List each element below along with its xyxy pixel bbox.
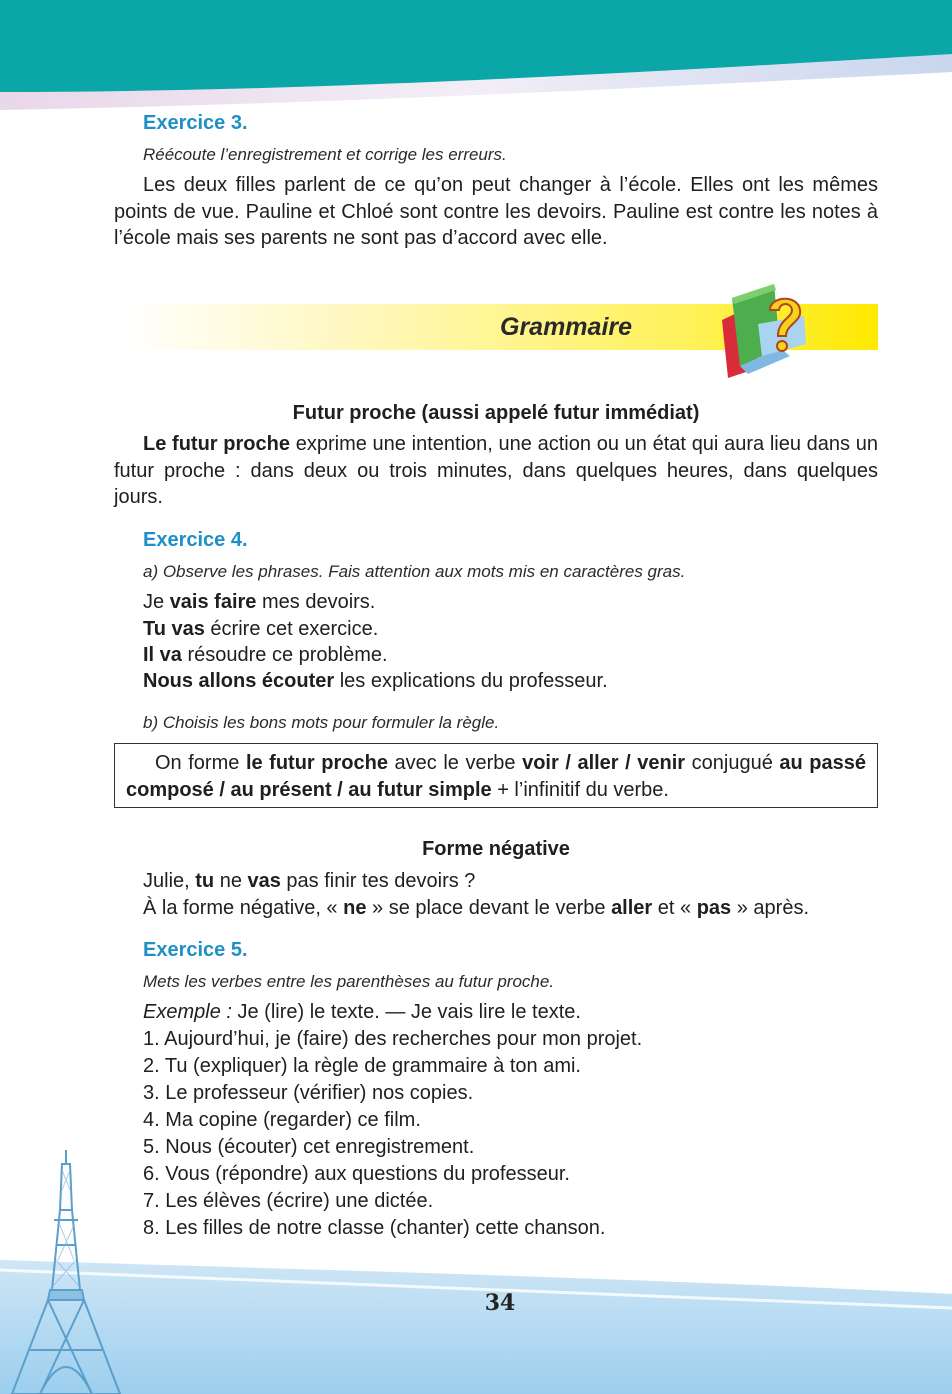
exercise-item: 1. Aujourd’hui, je (faire) des recherches pour mon projet. — [143, 1028, 643, 1050]
exercise-3-paragraph: Les deux filles parlent de ce qu’on peut changer à l’école. Elles ont les mêmes points de vue. Pauline et Chloé sont contre les devoirs. Pauline est contre les notes à l’école mais ses parents ne sont pas d’accord avec elle. — [114, 174, 878, 249]
exercise-5-example: Exemple : Je (lire) le texte. — Je vais lire le texte. — [143, 1001, 581, 1023]
rule-box: On forme le futur proche avec le verbe voir / aller / venir conjugué au passé composé / au présent / au futur simple + l’infinitif du verbe. — [114, 743, 878, 808]
header-band — [0, 0, 952, 110]
exercise-item: 8. Les filles de notre classe (chanter) cette chanson. — [143, 1217, 606, 1239]
exercise-5-title: Exercice 5. — [143, 939, 248, 961]
exercise-item: 2. Tu (expliquer) la règle de grammaire à ton ami. — [143, 1055, 581, 1077]
futur-proche-heading: Futur proche (aussi appelé futur immédiat) — [292, 402, 700, 424]
page-number: 34 — [484, 1290, 516, 1316]
exercise-4-instruction-a: a) Observe les phrases. Fais attention aux mots mis en caractères gras. — [143, 562, 686, 581]
example-sentence: Nous allons écouter les explications du professeur. — [143, 670, 608, 692]
example-sentence: Il va résoudre ce problème. — [143, 644, 388, 666]
exercise-item: 3. Le professeur (vérifier) nos copies. — [143, 1082, 474, 1104]
example-sentence: Tu vas écrire cet exercice. — [143, 618, 379, 640]
futur-proche-definition — [114, 431, 878, 511]
definition-text: exprime une intention, une action ou un état qui aura lieu dans un futur proche : dans deux ou trois minutes, dans quelques heures, dans quelques jours. — [114, 433, 879, 508]
negative-example: Julie, tu ne vas pas finir tes devoirs ? — [143, 870, 476, 892]
exercise-item: 7. Les élèves (écrire) une dictée. — [143, 1190, 434, 1212]
book-question-icon — [718, 280, 810, 378]
exercise-3-title: Exercice 3. — [143, 112, 248, 134]
definition-term: Le futur proche — [143, 433, 290, 455]
exercise-4-instruction-b: b) Choisis les bons mots pour formuler la règle. — [143, 713, 500, 732]
exercise-item: 5. Nous (écouter) cet enregistrement. — [143, 1136, 475, 1158]
example-sentence: Je vais faire mes devoirs. — [143, 591, 376, 613]
exercise-5-instruction: Mets les verbes entre les parenthèses au futur proche. — [143, 972, 555, 991]
negative-rule: À la forme négative, « ne » se place devant le verbe aller et « pas » après. — [143, 897, 809, 919]
exercise-3-instruction: Réécoute l’enregistrement et corrige les erreurs. — [143, 145, 507, 164]
exercise-item: 6. Vous (répondre) aux questions du professeur. — [143, 1163, 570, 1185]
negative-form-heading: Forme négative — [422, 838, 570, 860]
grammar-section-title: Grammaire — [500, 313, 633, 341]
exercise-item: 4. Ma copine (regarder) ce film. — [143, 1109, 421, 1131]
exercise-4-title: Exercice 4. — [143, 529, 248, 551]
eiffel-tower-icon — [10, 1150, 160, 1394]
